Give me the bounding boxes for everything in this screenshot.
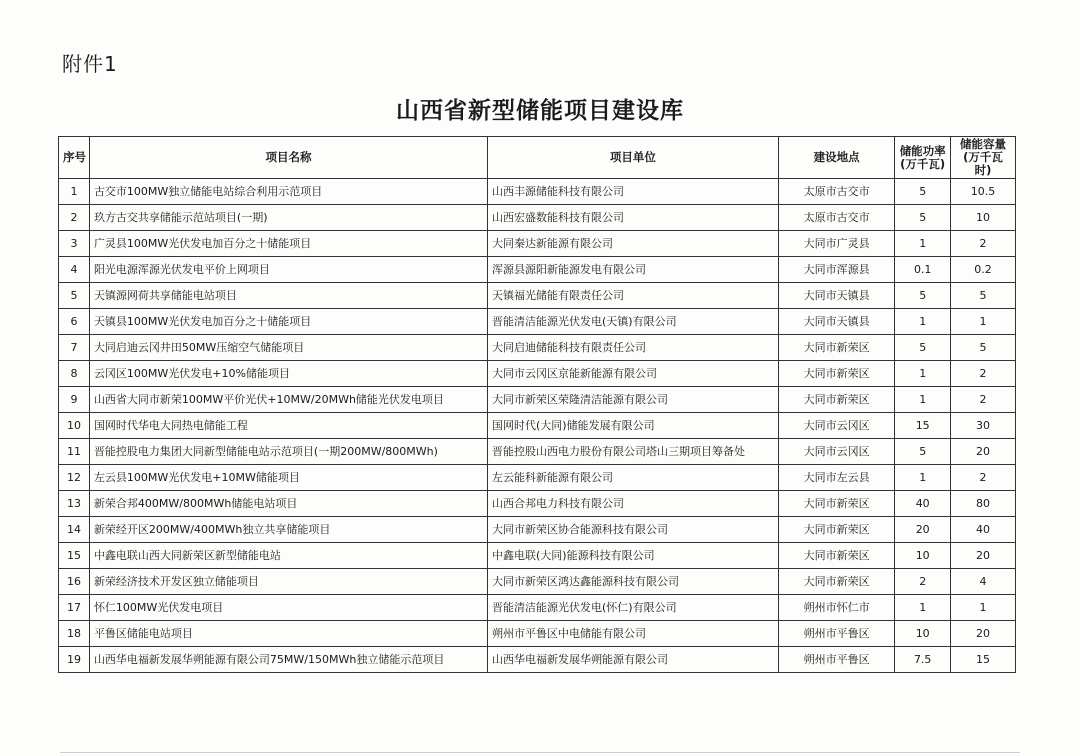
- cell-location: 大同市云冈区: [778, 439, 895, 465]
- cell-index: 5: [59, 283, 90, 309]
- col-header-index: 序号: [59, 137, 90, 179]
- cell-project-unit: 大同市新荣区协合能源科技有限公司: [488, 517, 779, 543]
- table-row: [59, 569, 1016, 595]
- cell-power: 1: [895, 595, 951, 621]
- cell-location: 朔州市平鲁区: [778, 621, 895, 647]
- cell-location: 大同市广灵县: [778, 231, 895, 257]
- cell-location: 太原市古交市: [778, 179, 895, 205]
- table-row: [59, 543, 1016, 569]
- cell-power: 1: [895, 361, 951, 387]
- cell-index: 2: [59, 205, 90, 231]
- table-row: [59, 517, 1016, 543]
- cell-capacity: 2: [951, 387, 1016, 413]
- cell-project-unit: 晋能清洁能源光伏发电(天镇)有限公司: [488, 309, 779, 335]
- cell-power: 40: [895, 491, 951, 517]
- cell-project-name: 广灵县100MW光伏发电加百分之十储能项目: [89, 231, 487, 257]
- cell-capacity: 10: [951, 205, 1016, 231]
- cell-project-unit: 大同启迪储能科技有限责任公司: [488, 335, 779, 361]
- cell-project-name: 古交市100MW独立储能电站综合利用示范项目: [89, 179, 487, 205]
- cell-project-name: 大同启迪云冈井田50MW压缩空气储能项目: [89, 335, 487, 361]
- cell-index: 8: [59, 361, 90, 387]
- cell-location: 大同市左云县: [778, 465, 895, 491]
- cell-location: 大同市新荣区: [778, 335, 895, 361]
- cell-project-unit: 大同秦达新能源有限公司: [488, 231, 779, 257]
- table-row: [59, 491, 1016, 517]
- cell-power: 7.5: [895, 647, 951, 673]
- cell-location: 大同市新荣区: [778, 491, 895, 517]
- cell-project-unit: 大同市新荣区荣隆清洁能源有限公司: [488, 387, 779, 413]
- cell-capacity: 30: [951, 413, 1016, 439]
- cell-project-unit: 晋能清洁能源光伏发电(怀仁)有限公司: [488, 595, 779, 621]
- cell-project-unit: 大同市云冈区京能新能源有限公司: [488, 361, 779, 387]
- cell-project-name: 平鲁区储能电站项目: [89, 621, 487, 647]
- cell-project-name: 中鑫电联山西大同新荣区新型储能电站: [89, 543, 487, 569]
- table-row: [59, 413, 1016, 439]
- table-body: [59, 179, 1016, 673]
- table-row: [59, 335, 1016, 361]
- cell-power: 5: [895, 335, 951, 361]
- cell-project-unit: 浑源县源阳新能源发电有限公司: [488, 257, 779, 283]
- col-header-location: 建设地点: [778, 137, 895, 179]
- cell-location: 大同市云冈区: [778, 413, 895, 439]
- cell-index: 9: [59, 387, 90, 413]
- cell-project-name: 天镇县100MW光伏发电加百分之十储能项目: [89, 309, 487, 335]
- cell-index: 14: [59, 517, 90, 543]
- cell-capacity: 0.2: [951, 257, 1016, 283]
- attachment-label: 附件1: [62, 52, 118, 76]
- cell-project-name: 云冈区100MW光伏发电+10%储能项目: [89, 361, 487, 387]
- cell-location: 大同市新荣区: [778, 543, 895, 569]
- cell-project-unit: 山西宏盛数能科技有限公司: [488, 205, 779, 231]
- col-header-project-name: 项目名称: [89, 137, 487, 179]
- table-row: [59, 179, 1016, 205]
- cell-capacity: 2: [951, 231, 1016, 257]
- cell-power: 10: [895, 621, 951, 647]
- cell-project-name: 阳光电源浑源光伏发电平价上网项目: [89, 257, 487, 283]
- cell-project-unit: 中鑫电联(大同)能源科技有限公司: [488, 543, 779, 569]
- cell-capacity: 20: [951, 621, 1016, 647]
- cell-location: 大同市天镇县: [778, 283, 895, 309]
- cell-capacity: 2: [951, 361, 1016, 387]
- cell-power: 0.1: [895, 257, 951, 283]
- table-row: [59, 205, 1016, 231]
- cell-capacity: 40: [951, 517, 1016, 543]
- cell-power: 5: [895, 179, 951, 205]
- cell-power: 5: [895, 283, 951, 309]
- cell-index: 4: [59, 257, 90, 283]
- document-title: 山西省新型储能项目建设库: [396, 97, 684, 124]
- cell-capacity: 20: [951, 439, 1016, 465]
- project-table: [58, 136, 1016, 673]
- cell-location: 朔州市平鲁区: [778, 647, 895, 673]
- cell-project-unit: 朔州市平鲁区中电储能有限公司: [488, 621, 779, 647]
- cell-location: 大同市新荣区: [778, 387, 895, 413]
- table-header-row: [59, 137, 1016, 179]
- table-row: [59, 231, 1016, 257]
- cell-index: 3: [59, 231, 90, 257]
- cell-project-name: 玖方古交共享储能示范站项目(一期): [89, 205, 487, 231]
- cell-location: 大同市天镇县: [778, 309, 895, 335]
- cell-project-name: 山西华电福新发展华朔能源有限公司75MW/150MWh独立储能示范项目: [89, 647, 487, 673]
- table-row: [59, 621, 1016, 647]
- cell-capacity: 15: [951, 647, 1016, 673]
- cell-project-name: 怀仁100MW光伏发电项目: [89, 595, 487, 621]
- cell-power: 1: [895, 387, 951, 413]
- table-row: [59, 387, 1016, 413]
- col-header-capacity: 储能容量 (万千瓦时): [951, 137, 1016, 179]
- cell-index: 17: [59, 595, 90, 621]
- cell-index: 18: [59, 621, 90, 647]
- table-row: [59, 283, 1016, 309]
- cell-location: 大同市新荣区: [778, 361, 895, 387]
- cell-project-name: 新荣经开区200MW/400MWh独立共享储能项目: [89, 517, 487, 543]
- cell-power: 10: [895, 543, 951, 569]
- cell-location: 大同市新荣区: [778, 569, 895, 595]
- cell-power: 20: [895, 517, 951, 543]
- cell-power: 5: [895, 205, 951, 231]
- cell-power: 1: [895, 465, 951, 491]
- cell-capacity: 2: [951, 465, 1016, 491]
- cell-capacity: 80: [951, 491, 1016, 517]
- cell-project-unit: 天镇福光储能有限责任公司: [488, 283, 779, 309]
- cell-index: 16: [59, 569, 90, 595]
- cell-capacity: 5: [951, 335, 1016, 361]
- cell-power: 5: [895, 439, 951, 465]
- table-row: [59, 257, 1016, 283]
- col-header-project-unit: 项目单位: [488, 137, 779, 179]
- cell-index: 12: [59, 465, 90, 491]
- cell-capacity: 10.5: [951, 179, 1016, 205]
- cell-project-unit: 山西合邦电力科技有限公司: [488, 491, 779, 517]
- cell-power: 1: [895, 309, 951, 335]
- cell-capacity: 1: [951, 309, 1016, 335]
- table-row: [59, 595, 1016, 621]
- table-row: [59, 439, 1016, 465]
- table-row: [59, 361, 1016, 387]
- cell-location: 太原市古交市: [778, 205, 895, 231]
- cell-index: 1: [59, 179, 90, 205]
- cell-power: 2: [895, 569, 951, 595]
- cell-capacity: 20: [951, 543, 1016, 569]
- cell-index: 15: [59, 543, 90, 569]
- table-row: [59, 309, 1016, 335]
- cell-project-unit: 左云能科新能源有限公司: [488, 465, 779, 491]
- cell-capacity: 4: [951, 569, 1016, 595]
- cell-project-name: 山西省大同市新荣100MW平价光伏+10MW/20MWh储能光伏发电项目: [89, 387, 487, 413]
- cell-project-name: 新荣经济技术开发区独立储能项目: [89, 569, 487, 595]
- cell-project-name: 晋能控股电力集团大同新型储能电站示范项目(一期200MW/800MWh): [89, 439, 487, 465]
- cell-project-unit: 晋能控股山西电力股份有限公司塔山三期项目筹备处: [488, 439, 779, 465]
- cell-project-unit: 大同市新荣区鸿达鑫能源科技有限公司: [488, 569, 779, 595]
- cell-project-unit: 国网时代(大同)储能发展有限公司: [488, 413, 779, 439]
- cell-index: 19: [59, 647, 90, 673]
- cell-location: 大同市浑源县: [778, 257, 895, 283]
- cell-location: 大同市新荣区: [778, 517, 895, 543]
- cell-capacity: 5: [951, 283, 1016, 309]
- cell-project-name: 新荣合邦400MW/800MWh储能电站项目: [89, 491, 487, 517]
- cell-project-name: 天镇源网荷共享储能电站项目: [89, 283, 487, 309]
- page-bottom-rule: [60, 752, 1020, 753]
- table-row: [59, 647, 1016, 673]
- table-row: [59, 465, 1016, 491]
- cell-index: 10: [59, 413, 90, 439]
- col-header-power: 储能功率 (万千瓦): [895, 137, 951, 179]
- cell-power: 15: [895, 413, 951, 439]
- cell-location: 朔州市怀仁市: [778, 595, 895, 621]
- cell-project-name: 国网时代华电大同热电储能工程: [89, 413, 487, 439]
- cell-index: 7: [59, 335, 90, 361]
- cell-project-unit: 山西华电福新发展华朔能源有限公司: [488, 647, 779, 673]
- cell-power: 1: [895, 231, 951, 257]
- cell-capacity: 1: [951, 595, 1016, 621]
- cell-project-name: 左云县100MW光伏发电+10MW储能项目: [89, 465, 487, 491]
- cell-index: 6: [59, 309, 90, 335]
- cell-project-unit: 山西丰源储能科技有限公司: [488, 179, 779, 205]
- cell-index: 11: [59, 439, 90, 465]
- cell-index: 13: [59, 491, 90, 517]
